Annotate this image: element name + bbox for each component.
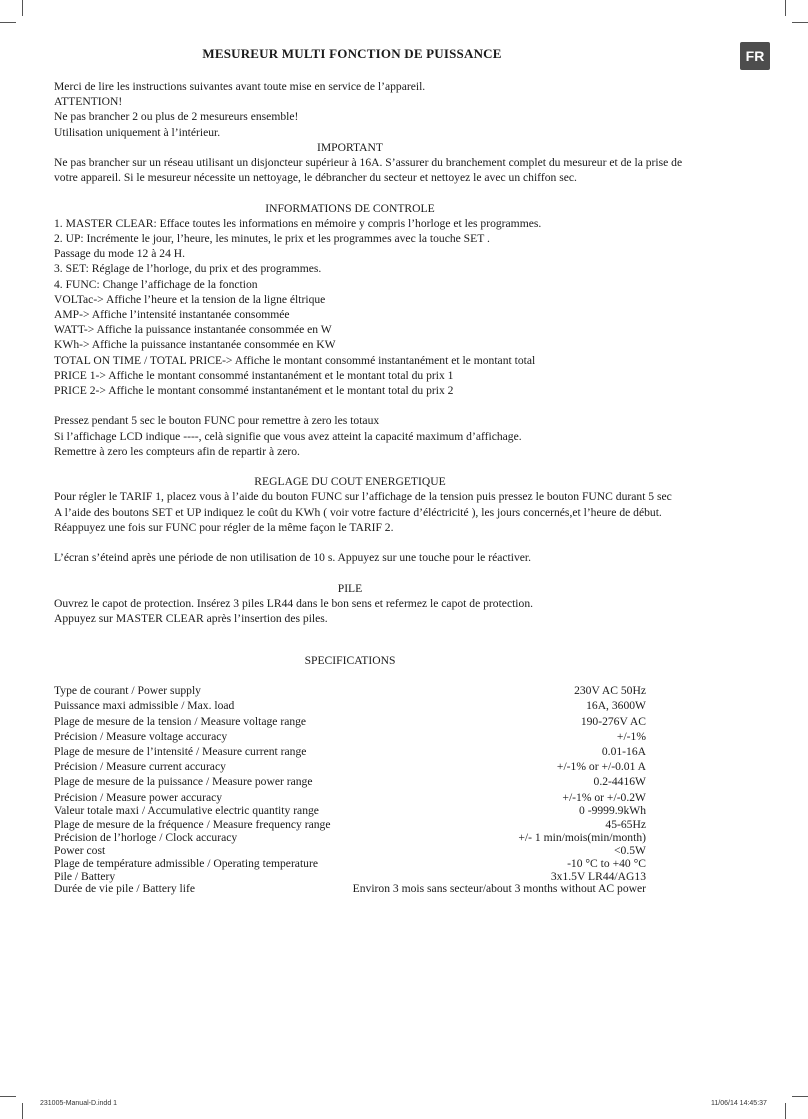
spec-value: 0.2-4416W (593, 775, 646, 789)
text-line: Utilisation uniquement à l’intérieur. (54, 125, 221, 139)
text-line: WATT-> Affiche la puissance instantanée consommée en W (54, 323, 332, 337)
text-line: PRICE 2-> Affiche le montant consommé instantanément et le montant total du prix 2 (54, 384, 454, 398)
crop-mark (785, 0, 786, 16)
spec-row (54, 883, 646, 896)
crop-mark (792, 1096, 808, 1097)
spec-row (54, 698, 646, 713)
spec-label: Plage de température admissible / Operating temperature (54, 857, 318, 871)
footer-timestamp: 11/06/14 14:45:37 (711, 1100, 767, 1107)
text-line: Merci de lire les instructions suivantes avant toute mise en service de l’appareil. (54, 80, 426, 93)
pile-heading: PILE (337, 581, 363, 595)
text-line: AMP-> Affiche l’intensité instantanée consommée (54, 308, 290, 322)
text-line: A l’aide des boutons SET et UP indiquez le coût du KWh ( voir votre facture d’éléctricité ), les jours concernés,et l’heure de début. (54, 505, 662, 519)
spec-label: Valeur totale maxi / Accumulative electric quantity range (54, 803, 319, 817)
spec-row (54, 714, 646, 729)
language-badge: FR (740, 42, 770, 70)
spec-value: +/-1% (616, 729, 646, 743)
controle-section (54, 216, 646, 398)
specs-section (54, 653, 646, 896)
text-line: Réappuyez une fois sur FUNC pour régler de la même façon le TARIF 2. (54, 520, 394, 534)
text-line: 4. FUNC: Change l’affichage de la fonction (54, 277, 258, 291)
text-line: L’écran s’éteind après une période de non utilisation de 10 s. Appuyez sur une touche pour le réactiver. (54, 551, 532, 565)
text-line: Passage du mode 12 à 24 H. (54, 247, 186, 261)
spec-value: +/-1% or +/-0.01 A (556, 760, 646, 774)
text-line: Pressez pendant 5 sec le bouton FUNC pour remettre à zero les totaux (54, 414, 380, 428)
spec-row (54, 729, 646, 744)
spec-value: 45-65Hz (605, 818, 646, 832)
text-line: KWh-> Affiche la puissance instantanée consommée en KW (54, 338, 336, 352)
spec-row (54, 832, 646, 845)
controle-notes (54, 413, 646, 459)
cout-notes (54, 550, 646, 565)
spec-label: Plage de mesure de la fréquence / Measure frequency range (54, 818, 331, 832)
spec-value: -10 °C to +40 °C (567, 857, 646, 871)
important-heading: IMPORTANT (316, 140, 383, 154)
crop-mark (785, 1103, 786, 1119)
text-line: Ouvrez le capot de protection. Insérez 3 piles LR44 dans le bon sens et refermez le capot de protection. (54, 596, 534, 610)
spec-row (54, 817, 646, 832)
spec-label: Puissance maxi admissible / Max. load (54, 699, 235, 713)
spec-value: Environ 3 mois sans secteur/about 3 months without AC power (352, 882, 646, 896)
document-body (54, 79, 683, 626)
spec-label: Pile / Battery (54, 869, 116, 883)
spec-row (54, 774, 646, 789)
text-line: PRICE 1-> Affiche le montant consommé instantanément et le montant total du prix 1 (54, 368, 454, 382)
spec-label: Plage de mesure de l’intensité / Measure current range (54, 744, 307, 758)
spec-label: Plage de mesure de la puissance / Measure power range (54, 775, 313, 789)
text-line: Remettre à zero les compteurs afin de repartir à zero. (54, 444, 300, 458)
crop-mark (792, 22, 808, 23)
spec-value: 0.01-16A (601, 744, 646, 758)
text-line: TOTAL ON TIME / TOTAL PRICE-> Affiche le montant consommé instantanément et le montant total (54, 353, 536, 367)
spec-value: +/-1% or +/-0.2W (562, 790, 646, 804)
spec-row (54, 759, 646, 774)
spec-label: Plage de mesure de la tension / Measure voltage range (54, 714, 307, 728)
footer-file: 231005-Manual-D.indd 1 (40, 1100, 118, 1107)
cout-section (54, 489, 672, 535)
intro-section (54, 79, 646, 140)
text-line: Ne pas brancher 2 ou plus de 2 mesureurs ensemble! (54, 110, 299, 124)
text-line: 2. UP: Incrémente le jour, l’heure, les minutes, le prix et les programmes avec la touche SET . (54, 232, 490, 246)
crop-mark (22, 1103, 23, 1119)
spec-label: Précision de l’horloge / Clock accuracy (54, 831, 238, 845)
specs-table (54, 683, 646, 896)
text-line: Ne pas brancher sur un réseau utilisant un disjoncteur supérieur à 16A. S’assurer du branchement complet du mesureur et de la prise de (54, 156, 683, 170)
spec-row (54, 683, 646, 698)
text-line: ATTENTION! (54, 95, 123, 109)
spec-value: 190-276V AC (580, 714, 646, 728)
spec-label: Précision / Measure voltage accuracy (54, 729, 228, 743)
spec-value: +/- 1 min/mois(min/month) (518, 831, 646, 845)
specs-heading: SPECIFICATIONS (304, 654, 396, 667)
text-line: Appuyez sur MASTER CLEAR après l’insertion des piles. (54, 612, 328, 626)
spec-value: 0 -9999.9kWh (579, 803, 646, 817)
text-line: Pour régler le TARIF 1, placez vous à l’aide du bouton FUNC sur l’affichage de la tension puis pressez le bouton FUNC durant 5 sec (54, 490, 672, 504)
important-section (54, 155, 683, 185)
text-line: VOLTac-> Affiche l’heure et la tension de la ligne éltrique (54, 292, 326, 306)
spec-value: 3x1.5V LR44/AG13 (550, 869, 646, 883)
spec-value: <0.5W (614, 843, 646, 857)
spec-row (54, 857, 646, 871)
crop-mark (0, 22, 16, 23)
crop-mark (22, 0, 23, 16)
spec-row (54, 845, 646, 858)
text-line: votre appareil. Si le mesureur nécessite un nettoyage, le débrancher du secteur et nettoyez le avec un chiffon sec. (54, 171, 577, 185)
cout-heading: REGLAGE DU COUT ENERGETIQUE (254, 475, 446, 489)
pile-section (54, 596, 646, 626)
text-line: 3. SET: Réglage de l’horloge, du prix et des programmes. (54, 262, 322, 276)
spec-label: Power cost (54, 843, 106, 857)
text-line: Si l’affichage LCD indique ----, celà signifie que vous avez atteint la capacité maximum d’affichage. (54, 429, 522, 443)
page-title: MESUREUR MULTI FONCTION DE PUISSANCE (202, 46, 502, 61)
spec-label: Précision / Measure power accuracy (54, 790, 223, 804)
spec-row (54, 744, 646, 759)
controle-heading: INFORMATIONS DE CONTROLE (265, 201, 435, 215)
spec-label: Précision / Measure current accuracy (54, 760, 226, 774)
spec-label: Type de courant / Power supply (54, 684, 201, 698)
crop-mark (0, 1096, 16, 1097)
text-line: 1. MASTER CLEAR: Efface toutes les informations en mémoire y compris l’horloge et les programmes. (54, 216, 542, 230)
spec-row (54, 790, 646, 805)
spec-value: 230V AC 50Hz (574, 684, 646, 698)
spec-row (54, 805, 646, 818)
spec-value: 16A, 3600W (586, 699, 646, 713)
spec-label: Durée de vie pile / Battery life (54, 882, 195, 896)
